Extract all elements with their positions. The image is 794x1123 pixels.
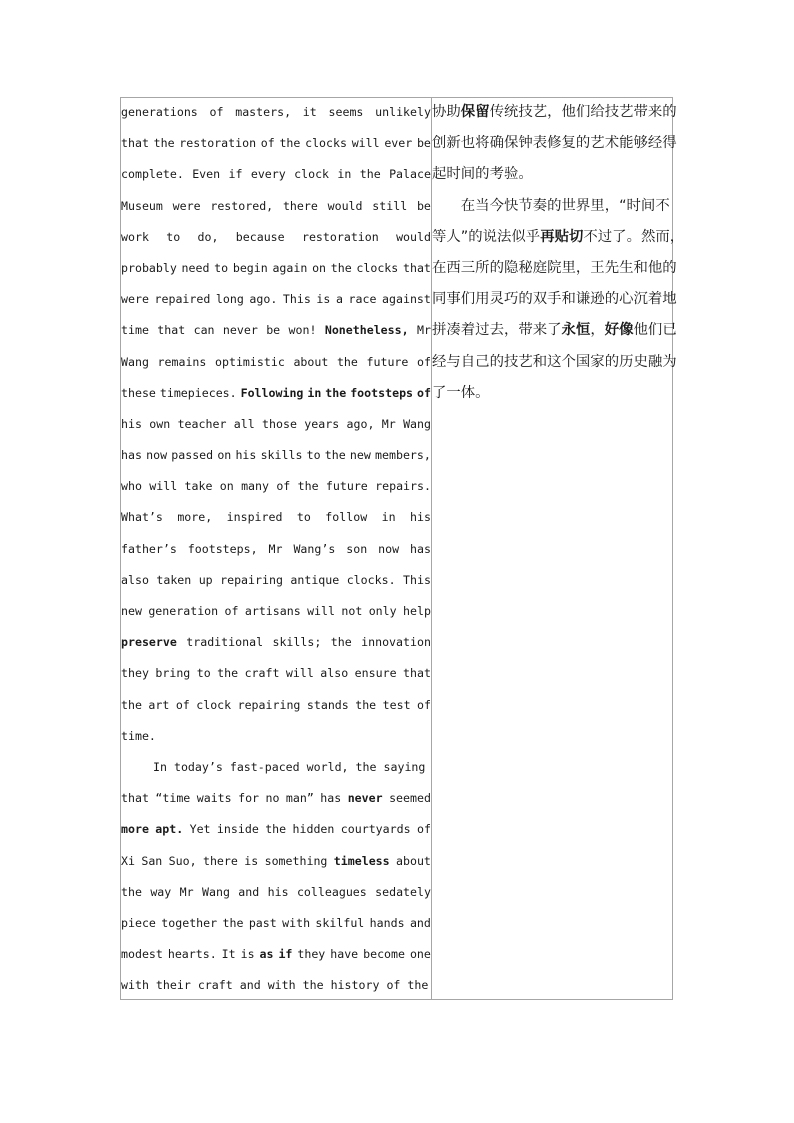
english-line: the way Mr Wang and his colleagues sedately (121, 884, 431, 899)
english-line: time that can never be won! Nonetheless, Mr (121, 323, 431, 338)
chinese-line: 同事们用灵巧的双手和谦逊的心沉着地 (432, 291, 677, 308)
chinese-column (432, 97, 685, 409)
english-line: has now passed on his skills to the new members, (121, 448, 431, 463)
english-line: more apt. Yet inside the hidden courtyards of (121, 822, 431, 837)
english-line: father’s footsteps, Mr Wang’s son now has (121, 541, 431, 556)
english-line: complete. Even if every clock in the Palace (121, 167, 431, 182)
english-line: that the restoration of the clocks will ever be (121, 136, 431, 151)
chinese-line: 在西三所的隐秘庭院里，王先生和他的 (432, 259, 677, 276)
chinese-line: 协助保留传统技艺，他们给技艺带来的 (432, 104, 677, 120)
english-line: these timepieces. Following in the footsteps of (121, 385, 431, 400)
english-line: work to do, because restoration would (121, 229, 431, 244)
chinese-line: 起时间的考验。 (432, 166, 533, 183)
english-line: generations of masters, it seems unlikely (121, 105, 431, 119)
chinese-line: 等人”的说法似乎再贴切不过了。然而， (432, 228, 685, 245)
english-line: also taken up repairing antique clocks. This (121, 572, 431, 587)
english-column (121, 97, 431, 1001)
english-line: who will take on many of the future repairs. (121, 479, 431, 494)
english-line: piece together the past with skilful hands and (121, 915, 431, 930)
english-line: In today’s fast-paced world, the saying (153, 759, 426, 774)
chinese-line: 经与自己的技艺和这个国家的历史融为 (432, 353, 677, 370)
english-line: new generation of artisans will not only help (121, 604, 431, 618)
english-line: Xi San Suo, there is something timeless about (121, 853, 431, 868)
chinese-line: 了一体。 (432, 384, 490, 401)
english-line: Museum were restored, there would still be (121, 198, 431, 213)
english-line: probably need to begin again on the clocks that (121, 260, 431, 275)
chinese-line: 在当今快节奏的世界里，“时间不 (432, 197, 670, 214)
english-line: Wang remains optimistic about the future of (121, 354, 431, 369)
english-line: his own teacher all those years ago, Mr Wang (121, 416, 431, 431)
english-line: the art of clock repairing stands the test of (121, 697, 431, 712)
english-line: they bring to the craft will also ensure that (121, 666, 431, 681)
english-line: that “time waits for no man” has never seemed (121, 791, 431, 806)
english-line: with their craft and with the history of the (121, 978, 429, 993)
chinese-line: 拼凑着过去，带来了永恒，好像他们已 (432, 322, 677, 339)
english-line: What’s more, inspired to follow in his (121, 510, 431, 525)
english-line: modest hearts. It is as if they have become one (121, 947, 431, 962)
english-line: were repaired long ago. This is a race against (121, 292, 431, 307)
english-line: time. (121, 728, 156, 743)
english-line: preserve traditional skills; the innovation (121, 635, 431, 650)
chinese-line: 创新也将确保钟表修复的艺术能够经得 (432, 135, 677, 152)
